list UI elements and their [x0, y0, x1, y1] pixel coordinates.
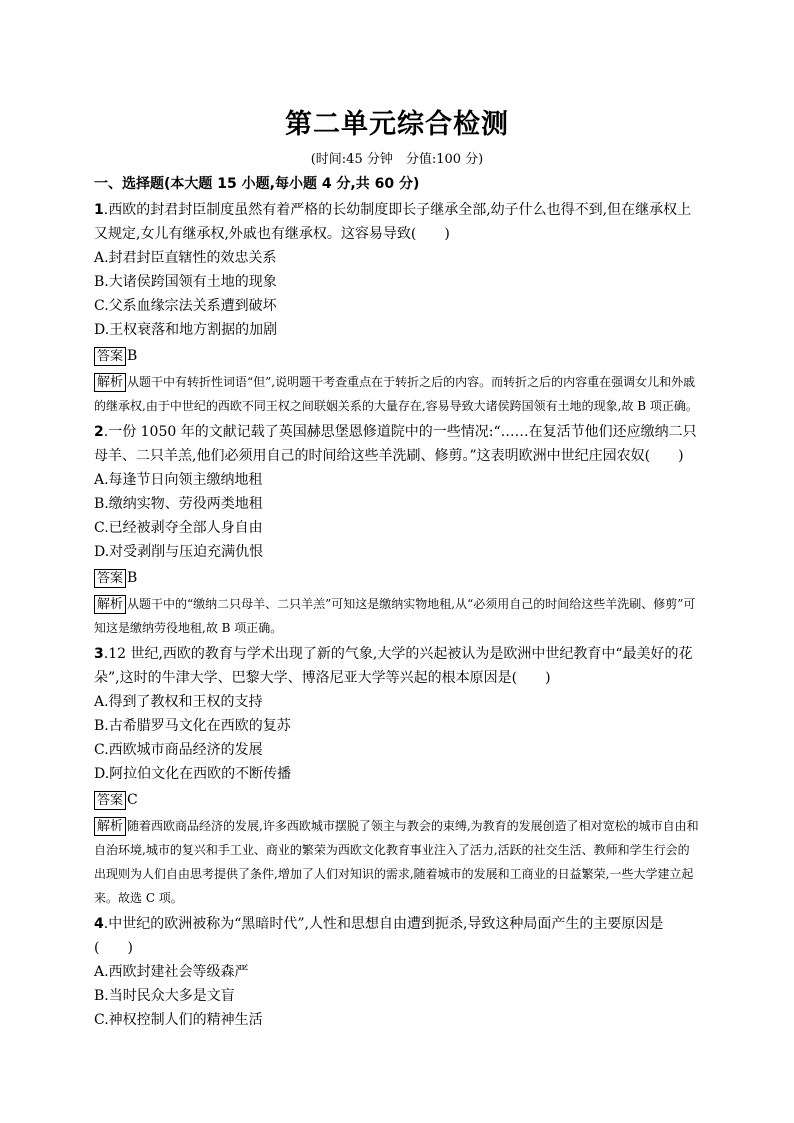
analysis-block: [94, 592, 700, 640]
option: B.大诸侯跨国领有土地的现象: [94, 274, 277, 290]
answer-tag: 答案: [94, 347, 126, 366]
question-number: 1: [94, 202, 104, 218]
answer-tag: 答案: [94, 569, 126, 588]
answer-line: [94, 344, 700, 368]
question-text: .中世纪的欧洲被称为“黑暗时代”,人性和思想自由遭到扼杀,导致这种局面产生的主要原因是( ): [94, 916, 664, 956]
question-text: .西欧的封君封臣制度虽然有着严格的长幼制度即长子继承全部,幼子什么也得不到,但在继承权上又规定,女儿有继承权,外戚也有继承权。这容易导致( ): [94, 202, 692, 242]
question: [94, 420, 700, 640]
analysis-text: 从题干中有转折性词语“但”,说明题干考查重点在于转折之后的内容。而转折之后的内容重在强调女儿和外戚的继承权,由于中世纪的西欧不同王权之间联姻关系的大量存在,容易导致大诸侯跨国领有土地的现象,故 B 项正确。: [94, 375, 698, 413]
option: A.封君封臣直辖性的效忠关系: [94, 250, 277, 266]
analysis-tag: 解析: [94, 817, 126, 836]
question-stem: [94, 198, 700, 246]
question: [94, 198, 700, 418]
question-text: .一份 1050 年的文献记载了英国赫思堡恩修道院中的一些情况:“……在复活节他们还应缴纳二只母羊、二只羊羔,他们必须用自己的时间给这些羊洗刷、修剪。”这表明欧洲中世纪庄园农奴( ): [94, 424, 697, 464]
document-body: [94, 172, 700, 1032]
answer-line: [94, 566, 700, 590]
analysis-text: 从题干中的“缴纳二只母羊、二只羊羔”可知这是缴纳实物地租,从“必须用自己的时间给这些羊洗刷、修剪”可知这是缴纳劳役地租,故 B 项正确。: [94, 597, 696, 635]
option: C.西欧城市商品经济的发展: [94, 742, 263, 758]
option: A.得到了教权和王权的支持: [94, 694, 263, 710]
option: C.已经被剥夺全部人身自由: [94, 520, 263, 536]
question: [94, 912, 700, 1032]
option: D.阿拉伯文化在西欧的不断传播: [94, 766, 292, 782]
analysis-tag: 解析: [94, 595, 126, 614]
answer-value: C: [127, 792, 138, 808]
section-heading: 一、选择题(本大题 15 小题,每小题 4 分,共 60 分): [94, 176, 420, 192]
option: B.古希腊罗马文化在西欧的复苏: [94, 718, 291, 734]
question: [94, 642, 700, 910]
question-number: 4: [94, 916, 104, 932]
exam-info: (时间:45 分钟 分值:100 分): [310, 152, 484, 167]
answer-value: B: [127, 348, 138, 364]
analysis-block: [94, 370, 700, 418]
option: B.缴纳实物、劳役两类地租: [94, 496, 263, 512]
option: A.每逢节日向领主缴纳地租: [94, 472, 263, 488]
answer-tag: 答案: [94, 791, 126, 810]
analysis-text: 随着西欧商品经济的发展,许多西欧城市摆脱了领主与教会的束缚,为教育的发展创造了相对宽松的城市自由和自治环境,城市的复兴和手工业、商业的繁荣为西欧文化教育事业注入了活力,活跃的社交生活、教师和学生行会的出现则为人们自由思考提供了条件,增加了人们对知识的需求,随着城市的发展和工商业的日益繁荣,一些大学建立起来。故选 C 项。: [94, 819, 699, 905]
answer-line: [94, 788, 700, 812]
question-stem: [94, 912, 700, 960]
question-stem: [94, 642, 700, 690]
question-text: .12 世纪,西欧的教育与学术出现了新的气象,大学的兴起被认为是欧洲中世纪教育中“最美好的花朵”,这时的牛津大学、巴黎大学、博洛尼亚大学等兴起的根本原因是( ): [94, 646, 693, 686]
analysis-block: [94, 814, 700, 910]
question-number: 3: [94, 646, 104, 662]
option: D.对受剥削与压迫充满仇恨: [94, 544, 264, 560]
option: D.王权衰落和地方割据的加剧: [94, 322, 278, 338]
option: B.当时民众大多是文盲: [94, 988, 235, 1004]
option: C.神权控制人们的精神生活: [94, 1012, 263, 1028]
page-title: 第二单元综合检测: [285, 109, 509, 140]
option: C.父系血缘宗法关系遭到破坏: [94, 298, 277, 314]
option: A.西欧封建社会等级森严: [94, 964, 249, 980]
answer-value: B: [127, 570, 138, 586]
question-number: 2: [94, 424, 104, 440]
question-stem: [94, 420, 700, 468]
analysis-tag: 解析: [94, 373, 126, 392]
